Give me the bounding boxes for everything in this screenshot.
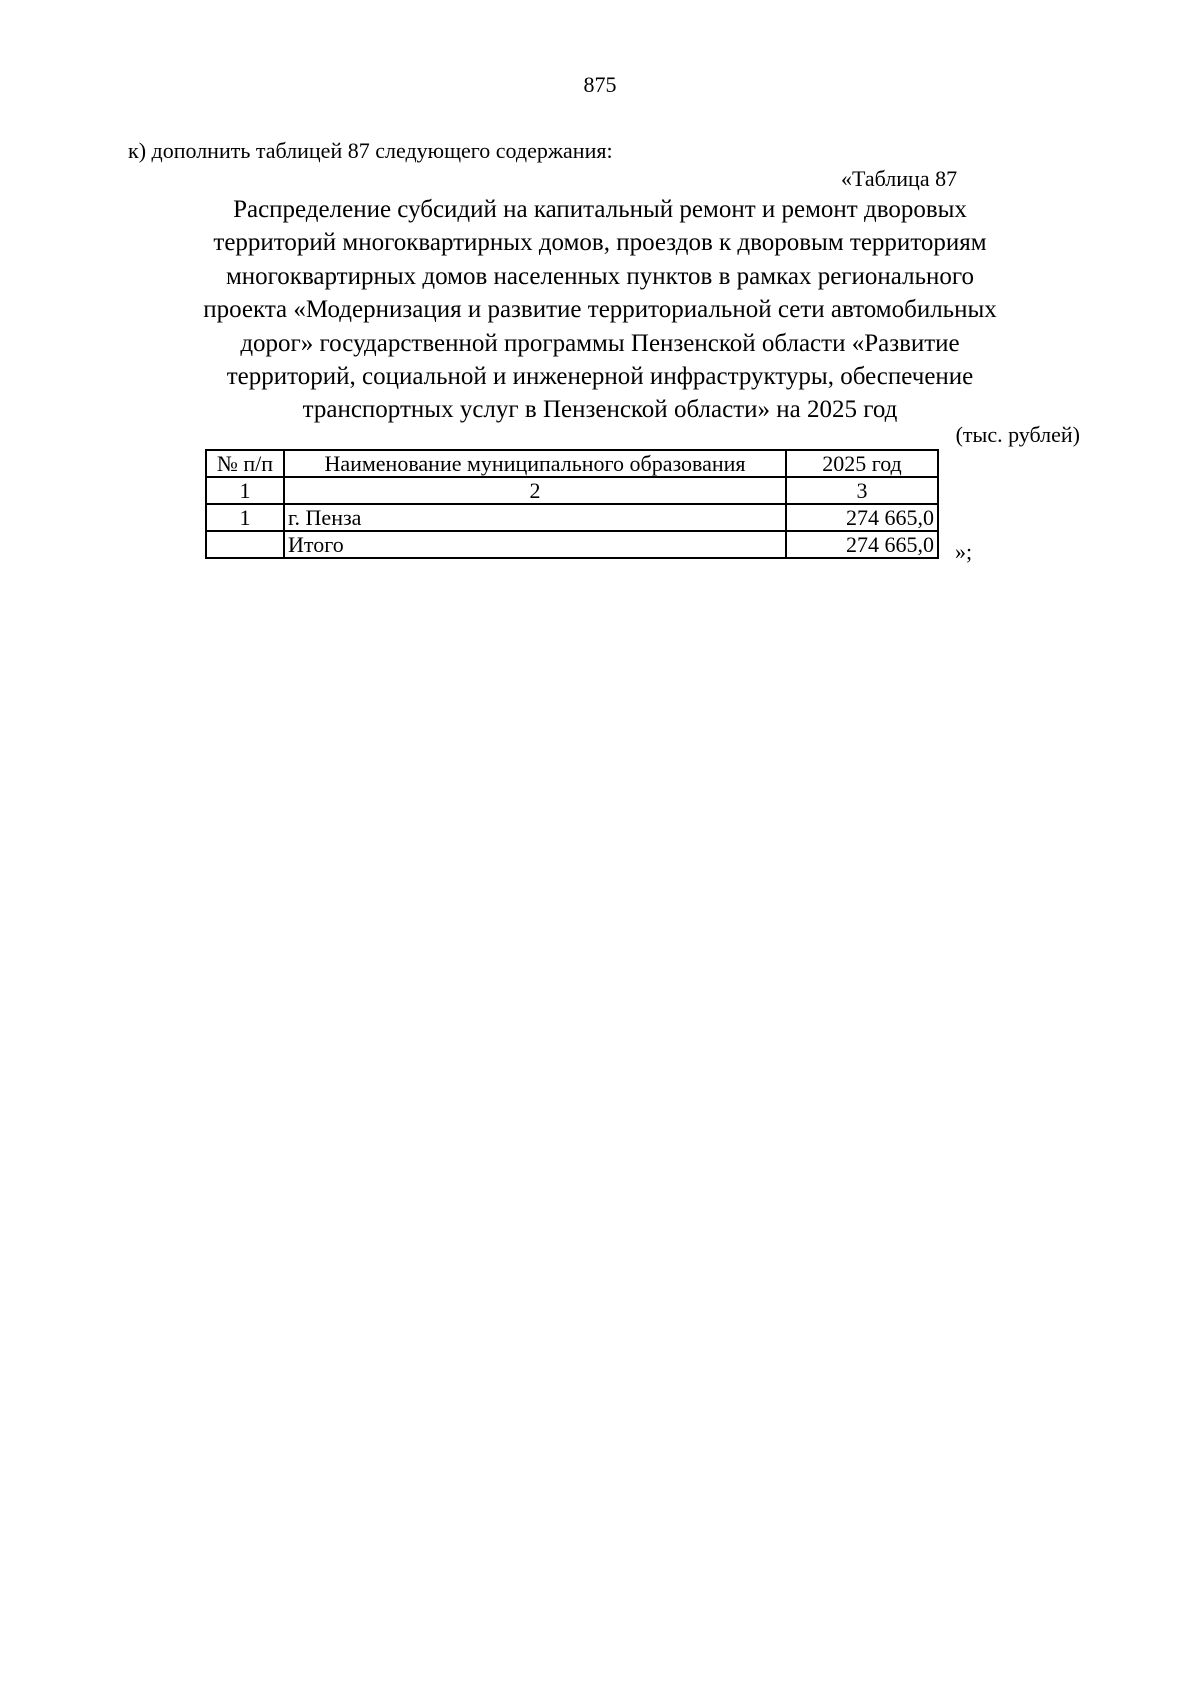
title-line: дорог» государственной программы Пензенской области «Развитие	[240, 329, 960, 357]
total-number	[206, 531, 284, 558]
title-line: территорий, социальной и инженерной инфраструктуры, обеспечение	[226, 363, 974, 391]
header-year: 2025 год	[786, 450, 938, 477]
table-header-row	[206, 450, 938, 477]
column-number-3: 3	[786, 477, 938, 504]
total-value: 274 665,0	[786, 531, 938, 558]
units-label: (тыс. рублей)	[955, 422, 1080, 447]
column-number-1: 1	[206, 477, 284, 504]
row-number: 1	[206, 504, 284, 531]
closing-mark: »;	[955, 539, 973, 564]
intro-text: к) дополнить таблицей 87 следующего содержания:	[128, 138, 613, 163]
title-line: Распределение субсидий на капитальный ремонт и ремонт дворовых	[233, 196, 967, 223]
title-line: проекта «Модернизация и развитие территориальной сети автомобильных	[203, 296, 997, 324]
header-number: № п/п	[206, 450, 284, 477]
header-municipality: Наименование муниципального образования	[284, 450, 786, 477]
table-caption: «Таблица 87	[841, 166, 958, 191]
title-line: многоквартирных домов населенных пунктов в рамках регионального	[225, 262, 975, 290]
total-label: Итого	[284, 531, 786, 558]
title-line: транспортных услуг в Пензенской области» на 2025 год	[302, 396, 898, 424]
table-title	[140, 193, 1060, 427]
table-row	[206, 504, 938, 531]
subsidy-table	[205, 449, 939, 559]
table-total-row	[206, 531, 938, 558]
row-value: 274 665,0	[786, 504, 938, 531]
title-line: территорий многоквартирных домов, проездов к дворовым территориям	[213, 229, 987, 257]
column-number-2: 2	[284, 477, 786, 504]
column-number-row	[206, 477, 938, 504]
row-municipality: г. Пенза	[284, 504, 786, 531]
page-number: 875	[583, 72, 617, 97]
